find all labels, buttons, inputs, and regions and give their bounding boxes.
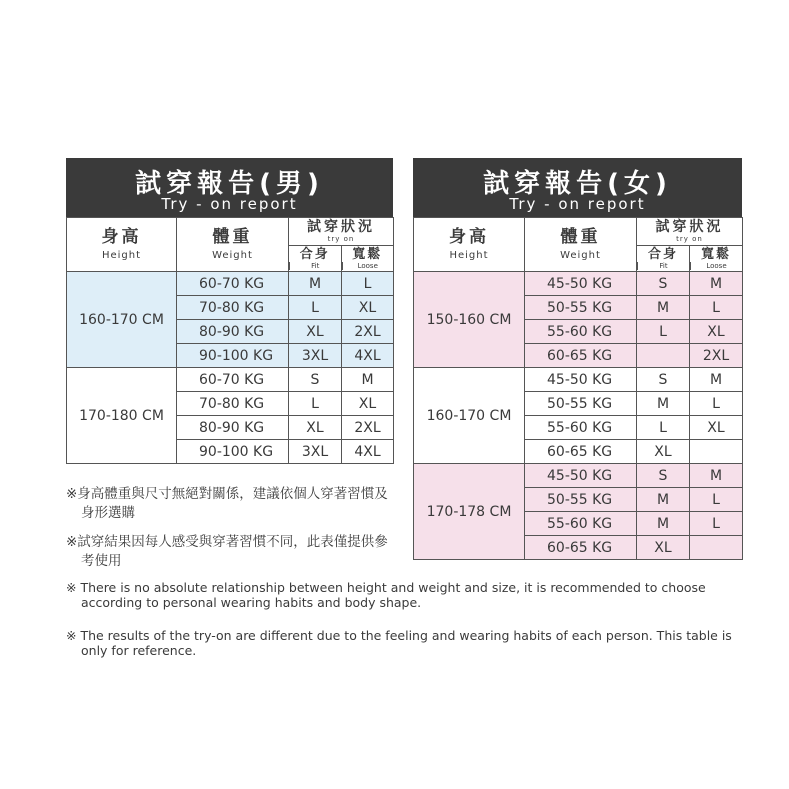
men-subtitle: Try - on report [161, 195, 298, 213]
height-header-zh: 身高 [101, 226, 142, 247]
height-header-en: Height [449, 249, 489, 261]
loose-size-cell: L [690, 296, 743, 320]
weight-range-cell: 90-100 KG [177, 344, 289, 368]
height-range-cell: 170-180 CM [67, 368, 177, 464]
loose-size-cell: L [690, 488, 743, 512]
notes-chinese [66, 485, 396, 581]
fit-size-cell: 3XL [289, 440, 342, 464]
fit-size-cell: XL [637, 440, 690, 464]
weight-range-cell: 50-55 KG [525, 488, 637, 512]
women-size-chart [413, 158, 742, 560]
height-range-cell: 170-178 CM [414, 464, 525, 560]
loose-size-cell: L [690, 392, 743, 416]
height-header-zh: 身高 [449, 226, 489, 247]
weight-range-cell: 70-80 KG [177, 392, 289, 416]
loose-size-cell: M [342, 368, 394, 392]
loose-size-cell: XL [690, 320, 743, 344]
height-range-cell: 160-170 CM [414, 368, 525, 464]
loose-size-cell [690, 440, 743, 464]
loose-subheader-en: Loose [342, 262, 394, 270]
fit-header [289, 218, 394, 272]
table-row [414, 368, 743, 392]
note-zh-1: ※身高體重與尺寸無絕對關係，建議依個人穿著習慣及身形選購 [66, 486, 388, 521]
table-row [67, 272, 394, 296]
men-header-row [67, 218, 394, 272]
loose-subheader-en: Loose [690, 262, 742, 270]
weight-header-zh: 體重 [212, 226, 253, 247]
weight-header-en: Weight [212, 249, 253, 261]
weight-range-cell: 55-60 KG [525, 320, 637, 344]
fit-subheader-zh: 合身 [299, 247, 330, 262]
women-header-row [414, 218, 743, 272]
loose-size-cell: 2XL [342, 320, 394, 344]
weight-range-cell: 50-55 KG [525, 296, 637, 320]
weight-header-en: Weight [560, 249, 601, 261]
weight-range-cell: 60-70 KG [177, 368, 289, 392]
loose-size-cell: 2XL [342, 416, 394, 440]
weight-range-cell: 80-90 KG [177, 320, 289, 344]
loose-size-cell: XL [342, 392, 394, 416]
weight-range-cell: 60-65 KG [525, 344, 637, 368]
loose-size-cell [690, 536, 743, 560]
height-header [414, 218, 525, 272]
loose-subheader [341, 246, 394, 271]
women-table [413, 217, 743, 560]
men-title: 試穿報告(男) [135, 169, 324, 199]
height-range-cell: 150-160 CM [414, 272, 525, 368]
fit-header-en: try on [676, 235, 703, 243]
fit-size-cell: L [637, 320, 690, 344]
fit-size-cell: S [637, 368, 690, 392]
fit-header-zh: 試穿狀況 [655, 219, 724, 235]
weight-range-cell: 70-80 KG [177, 296, 289, 320]
fit-size-cell: L [289, 392, 342, 416]
men-banner [66, 158, 393, 217]
weight-range-cell: 80-90 KG [177, 416, 289, 440]
loose-size-cell: M [690, 464, 743, 488]
fit-subheader-en: Fit [637, 262, 689, 270]
loose-subheader-zh: 寬鬆 [700, 247, 731, 262]
table-row [414, 272, 743, 296]
notes-english [66, 580, 746, 676]
men-size-chart [66, 158, 393, 464]
fit-subheader-zh: 合身 [647, 247, 678, 262]
fit-size-cell: S [637, 464, 690, 488]
women-title: 試穿報告(女) [483, 169, 672, 199]
fit-subheader [637, 246, 689, 271]
fit-size-cell: S [289, 368, 342, 392]
note-zh-2: ※試穿結果因每人感受與穿著習慣不同，此表僅提供參考使用 [66, 534, 388, 569]
weight-header [177, 218, 289, 272]
weight-range-cell: 45-50 KG [525, 464, 637, 488]
loose-subheader [689, 246, 742, 271]
fit-size-cell: L [637, 416, 690, 440]
fit-size-cell [637, 344, 690, 368]
fit-subheader-en: Fit [289, 262, 341, 270]
loose-size-cell: 4XL [342, 440, 394, 464]
fit-header-zh: 試穿狀況 [307, 219, 375, 235]
height-header [67, 218, 177, 272]
fit-header-en: try on [327, 235, 355, 243]
weight-range-cell: 60-65 KG [525, 536, 637, 560]
weight-range-cell: 90-100 KG [177, 440, 289, 464]
loose-size-cell: 4XL [342, 344, 394, 368]
loose-size-cell: M [690, 272, 743, 296]
loose-subheader-zh: 寬鬆 [352, 247, 383, 262]
loose-size-cell: M [690, 368, 743, 392]
loose-size-cell: L [342, 272, 394, 296]
fit-size-cell: M [637, 296, 690, 320]
fit-size-cell: L [289, 296, 342, 320]
weight-header-zh: 體重 [560, 226, 601, 247]
note-en-2: ※ The results of the try-on are different due to the feeling and wearing habits of each person. This table is only for reference. [66, 628, 732, 658]
weight-range-cell: 60-70 KG [177, 272, 289, 296]
weight-range-cell: 60-65 KG [525, 440, 637, 464]
women-subtitle: Try - on report [509, 195, 646, 213]
fit-size-cell: 3XL [289, 344, 342, 368]
women-banner [413, 158, 742, 217]
weight-range-cell: 45-50 KG [525, 368, 637, 392]
fit-subheader [289, 246, 341, 271]
table-row [67, 368, 394, 392]
weight-range-cell: 55-60 KG [525, 416, 637, 440]
fit-size-cell: M [637, 392, 690, 416]
fit-size-cell: M [637, 512, 690, 536]
fit-header [637, 218, 743, 272]
loose-size-cell: 2XL [690, 344, 743, 368]
weight-header [525, 218, 637, 272]
weight-range-cell: 50-55 KG [525, 392, 637, 416]
fit-size-cell: XL [289, 416, 342, 440]
loose-size-cell: XL [690, 416, 743, 440]
fit-size-cell: M [289, 272, 342, 296]
weight-range-cell: 55-60 KG [525, 512, 637, 536]
height-range-cell: 160-170 CM [67, 272, 177, 368]
weight-range-cell: 45-50 KG [525, 272, 637, 296]
fit-size-cell: M [637, 488, 690, 512]
loose-size-cell: XL [342, 296, 394, 320]
note-en-1: ※ There is no absolute relationship between height and weight and size, it is recommended to choose according to personal wearing habits and body shape. [66, 580, 706, 610]
loose-size-cell: L [690, 512, 743, 536]
fit-size-cell: XL [289, 320, 342, 344]
fit-size-cell: XL [637, 536, 690, 560]
height-header-en: Height [101, 249, 142, 261]
fit-size-cell: S [637, 272, 690, 296]
men-table [66, 217, 394, 464]
table-row [414, 464, 743, 488]
